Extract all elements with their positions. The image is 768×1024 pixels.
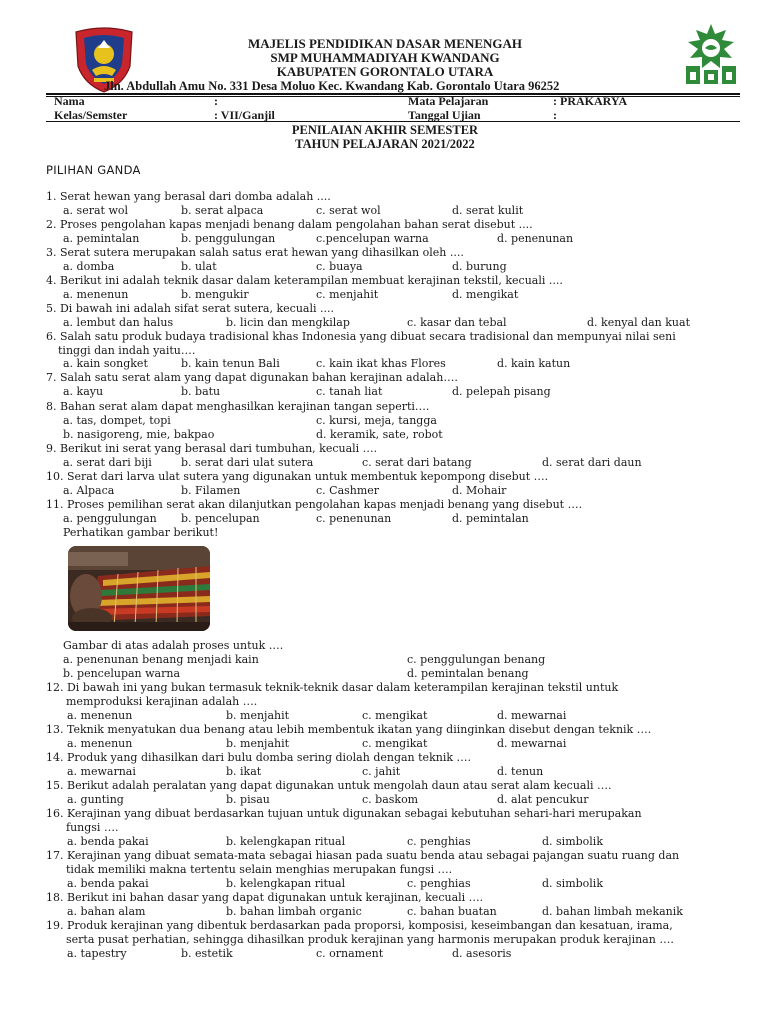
- question-6: 6. Salah satu produk budaya tradisional khas Indonesia yang dibuat secara tradisional dan mempunyai nilai seni: [46, 330, 676, 343]
- mapel-label: Mata Pelajaran: [408, 94, 489, 108]
- option: a. Alpaca: [63, 484, 115, 497]
- option: c. penghias: [407, 877, 471, 890]
- header-divider-thin: [46, 96, 740, 97]
- tanggal-label: Tanggal Ujian: [408, 108, 481, 122]
- question-2: 2. Proses pengolahan kapas menjadi benang dalam pengolahan bahan serat disebut ....: [46, 218, 533, 231]
- option: d. mewarnai: [497, 737, 567, 750]
- option: d. keramik, sate, robot: [316, 428, 443, 441]
- option: d. pemintalan benang: [407, 667, 529, 680]
- option: d. asesoris: [452, 947, 512, 960]
- option: c. bahan buatan: [407, 905, 497, 918]
- section-heading: PILIHAN GANDA: [46, 163, 141, 177]
- option: a. pemintalan: [63, 232, 140, 245]
- option: b. menjahit: [226, 737, 290, 750]
- option: c. penenunan: [316, 512, 392, 525]
- exam-title: [150, 123, 620, 151]
- option: a. bahan alam: [67, 905, 146, 918]
- option: b. pencelupan: [181, 512, 260, 525]
- question-13: 13. Teknik menyatukan dua benang atau lebih membentuk ikatan yang diinginkan disebut dengan teknik ….: [46, 723, 652, 736]
- option: a. penggulungan: [63, 512, 157, 525]
- option: b. nasigoreng, mie, bakpao: [63, 428, 215, 441]
- option: a. serat dari biji: [63, 456, 152, 469]
- option: c. Cashmer: [316, 484, 380, 497]
- question-12: 12. Di bawah ini yang bukan termasuk teknik-teknik dasar dalam keterampilan kerajinan tekstil untuk: [46, 681, 619, 694]
- option: d. Mohair: [452, 484, 507, 497]
- question-19-continued: serta pusat perhatian, sehingga dihasilkan produk kerajinan yang harmonis merupakan produk kerajinan ….: [66, 933, 674, 946]
- option: b. bahan limbah organic: [226, 905, 362, 918]
- option: c. serat wol: [316, 204, 381, 217]
- question-5: 5. Di bawah ini adalah sifat serat sutera, kecuali ....: [46, 302, 334, 315]
- muhammadiyah-logo-icon: [680, 22, 742, 86]
- school-address: Jln. Abdullah Amu No. 331 Desa Moluo Kec. Kwandang Kab. Gorontalo Utara 96252: [104, 79, 560, 93]
- question-11-prompt: Gambar di atas adalah proses untuk ….: [63, 639, 284, 652]
- option: d. mewarnai: [497, 709, 567, 722]
- kelas-value: : VII/Ganjil: [214, 108, 275, 122]
- option: b. mengukir: [181, 288, 249, 301]
- question-6-continued: tinggi dan indah yaitu….: [58, 344, 196, 357]
- option: d. burung: [452, 260, 507, 273]
- option: a. benda pakai: [67, 877, 149, 890]
- option: d. bahan limbah mekanik: [542, 905, 683, 918]
- question-16-continued: fungsi ….: [66, 821, 119, 834]
- option: b. kelengkapan ritual: [226, 877, 346, 890]
- mapel-value: : PRAKARYA: [553, 94, 628, 108]
- option: b. batu: [181, 385, 221, 398]
- option: b. ulat: [181, 260, 217, 273]
- option: b. pisau: [226, 793, 270, 806]
- kelas-label: Kelas/Semster: [54, 108, 128, 122]
- question-17: 17. Kerajinan yang dibuat semata-mata sebagai hiasan pada suatu benda atau sebagai pajangan suatu ruang dan: [46, 849, 680, 862]
- option: c. kursi, meja, tangga: [316, 414, 437, 427]
- option: a. kain songket: [63, 357, 148, 370]
- option: b. serat alpaca: [181, 204, 264, 217]
- question-4: 4. Berikut ini adalah teknik dasar dalam keterampilan membuat kerajinan tekstil, kecuali ....: [46, 274, 563, 287]
- option: b. ikat: [226, 765, 262, 778]
- question-1: 1. Serat hewan yang berasal dari domba adalah ....: [46, 190, 331, 203]
- option: b. estetik: [181, 947, 233, 960]
- option: a. domba: [63, 260, 115, 273]
- option: a. mewarnai: [67, 765, 136, 778]
- header-line-2: SMP MUHAMMADIYAH KWANDANG: [270, 50, 500, 65]
- header-line-3: KABUPATEN GORONTALO UTARA: [276, 64, 494, 79]
- question-8: 8. Bahan serat alam dapat menghasilkan kerajinan tangan seperti….: [46, 400, 430, 413]
- question-3: 3. Serat sutera merupakan salah satus erat hewan yang dihasilkan oleh ....: [46, 246, 464, 259]
- option: d. kain katun: [497, 357, 571, 370]
- question-10: 10. Serat dari larva ulat sutera yang digunakan untuk membentuk kepompong disebut ….: [46, 470, 549, 483]
- option: a. serat wol: [63, 204, 128, 217]
- option: d. pemintalan: [452, 512, 529, 525]
- option: b. serat dari ulat sutera: [181, 456, 314, 469]
- question-14: 14. Produk yang dihasilkan dari bulu domba sering diolah dengan teknik ….: [46, 751, 471, 764]
- option: b. licin dan mengkilap: [226, 316, 350, 329]
- option: c. penghias: [407, 835, 471, 848]
- option: d. serat dari daun: [542, 456, 642, 469]
- option: c. kasar dan tebal: [407, 316, 507, 329]
- identity-divider: [46, 121, 740, 122]
- option: a. menenun: [63, 288, 129, 301]
- option: d. pelepah pisang: [452, 385, 551, 398]
- option: b. Filamen: [181, 484, 241, 497]
- header-line-1: MAJELIS PENDIDIKAN DASAR MENENGAH: [247, 36, 523, 51]
- option: b. menjahit: [226, 709, 290, 722]
- question-7: 7. Salah satu serat alam yang dapat digunakan bahan kerajinan adalah….: [46, 371, 458, 384]
- option: c.pencelupan warna: [316, 232, 429, 245]
- option: d. serat kulit: [452, 204, 524, 217]
- nama-value: :: [214, 94, 218, 108]
- option: d. tenun: [497, 765, 544, 778]
- question-11-note: Perhatikan gambar berikut!: [63, 526, 219, 539]
- option: b. penggulungan: [181, 232, 276, 245]
- question-12-continued: memproduksi kerajinan adalah ….: [66, 695, 258, 708]
- option: b. pencelupan warna: [63, 667, 180, 680]
- option: b. kain tenun Bali: [181, 357, 280, 370]
- option: a. gunting: [67, 793, 124, 806]
- option: a. kayu: [63, 385, 104, 398]
- option: c. mengikat: [362, 737, 428, 750]
- option: c. buaya: [316, 260, 363, 273]
- option: d. alat pencukur: [497, 793, 589, 806]
- question-19: 19. Produk kerajinan yang dibentuk berdasarkan pada proporsi, komposisi, keseimbangan dan kesatuan, irama,: [46, 919, 673, 932]
- option: d. simbolik: [542, 835, 603, 848]
- option: a. menenun: [67, 709, 133, 722]
- option: c. kain ikat khas Flores: [316, 357, 446, 370]
- question-18: 18. Berikut ini bahan dasar yang dapat digunakan untuk kerajinan, kecuali ….: [46, 891, 484, 904]
- exam-title-line-2: TAHUN PELAJARAN 2021/2022: [295, 137, 475, 151]
- option: d. penenunan: [497, 232, 574, 245]
- option: c. menjahit: [316, 288, 379, 301]
- question-17-continued: tidak memiliki makna tertentu selain menghias merupakan fungsi ….: [66, 863, 453, 876]
- option: d. simbolik: [542, 877, 603, 890]
- option: c. jahit: [362, 765, 401, 778]
- question-15: 15. Berikut adalah peralatan yang dapat digunakan untuk mengolah daun atau serat alam kecuali ….: [46, 779, 612, 792]
- tanggal-value: :: [553, 108, 557, 122]
- option: a. tas, dompet, topi: [63, 414, 171, 427]
- weaving-photo: [68, 546, 210, 631]
- option: b. kelengkapan ritual: [226, 835, 346, 848]
- option: c. ornament: [316, 947, 384, 960]
- nama-label: Nama: [54, 94, 85, 108]
- school-header: [150, 37, 620, 79]
- option: d. mengikat: [452, 288, 519, 301]
- option: a. tapestry: [67, 947, 127, 960]
- option: d. kenyal dan kuat: [587, 316, 690, 329]
- question-11: 11. Proses pemilihan serat akan dilanjutkan pengolahan kapas menjadi benang yang disebut ….: [46, 498, 583, 511]
- option: c. mengikat: [362, 709, 428, 722]
- option: a. benda pakai: [67, 835, 149, 848]
- option: c. baskom: [362, 793, 419, 806]
- question-16: 16. Kerajinan yang dibuat berdasarkan tujuan untuk digunakan sebagai kebutuhan sehari-hari merupakan: [46, 807, 642, 820]
- option: a. menenun: [67, 737, 133, 750]
- exam-title-line-1: PENILAIAN AKHIR SEMESTER: [291, 123, 479, 137]
- option: a. penenunan benang menjadi kain: [63, 653, 259, 666]
- option: c. tanah liat: [316, 385, 383, 398]
- option: a. lembut dan halus: [63, 316, 174, 329]
- question-9: 9. Berikut ini serat yang berasal dari tumbuhan, kecuali ….: [46, 442, 378, 455]
- option: c. penggulungan benang: [407, 653, 546, 666]
- header-divider: [46, 93, 740, 95]
- option: c. serat dari batang: [362, 456, 472, 469]
